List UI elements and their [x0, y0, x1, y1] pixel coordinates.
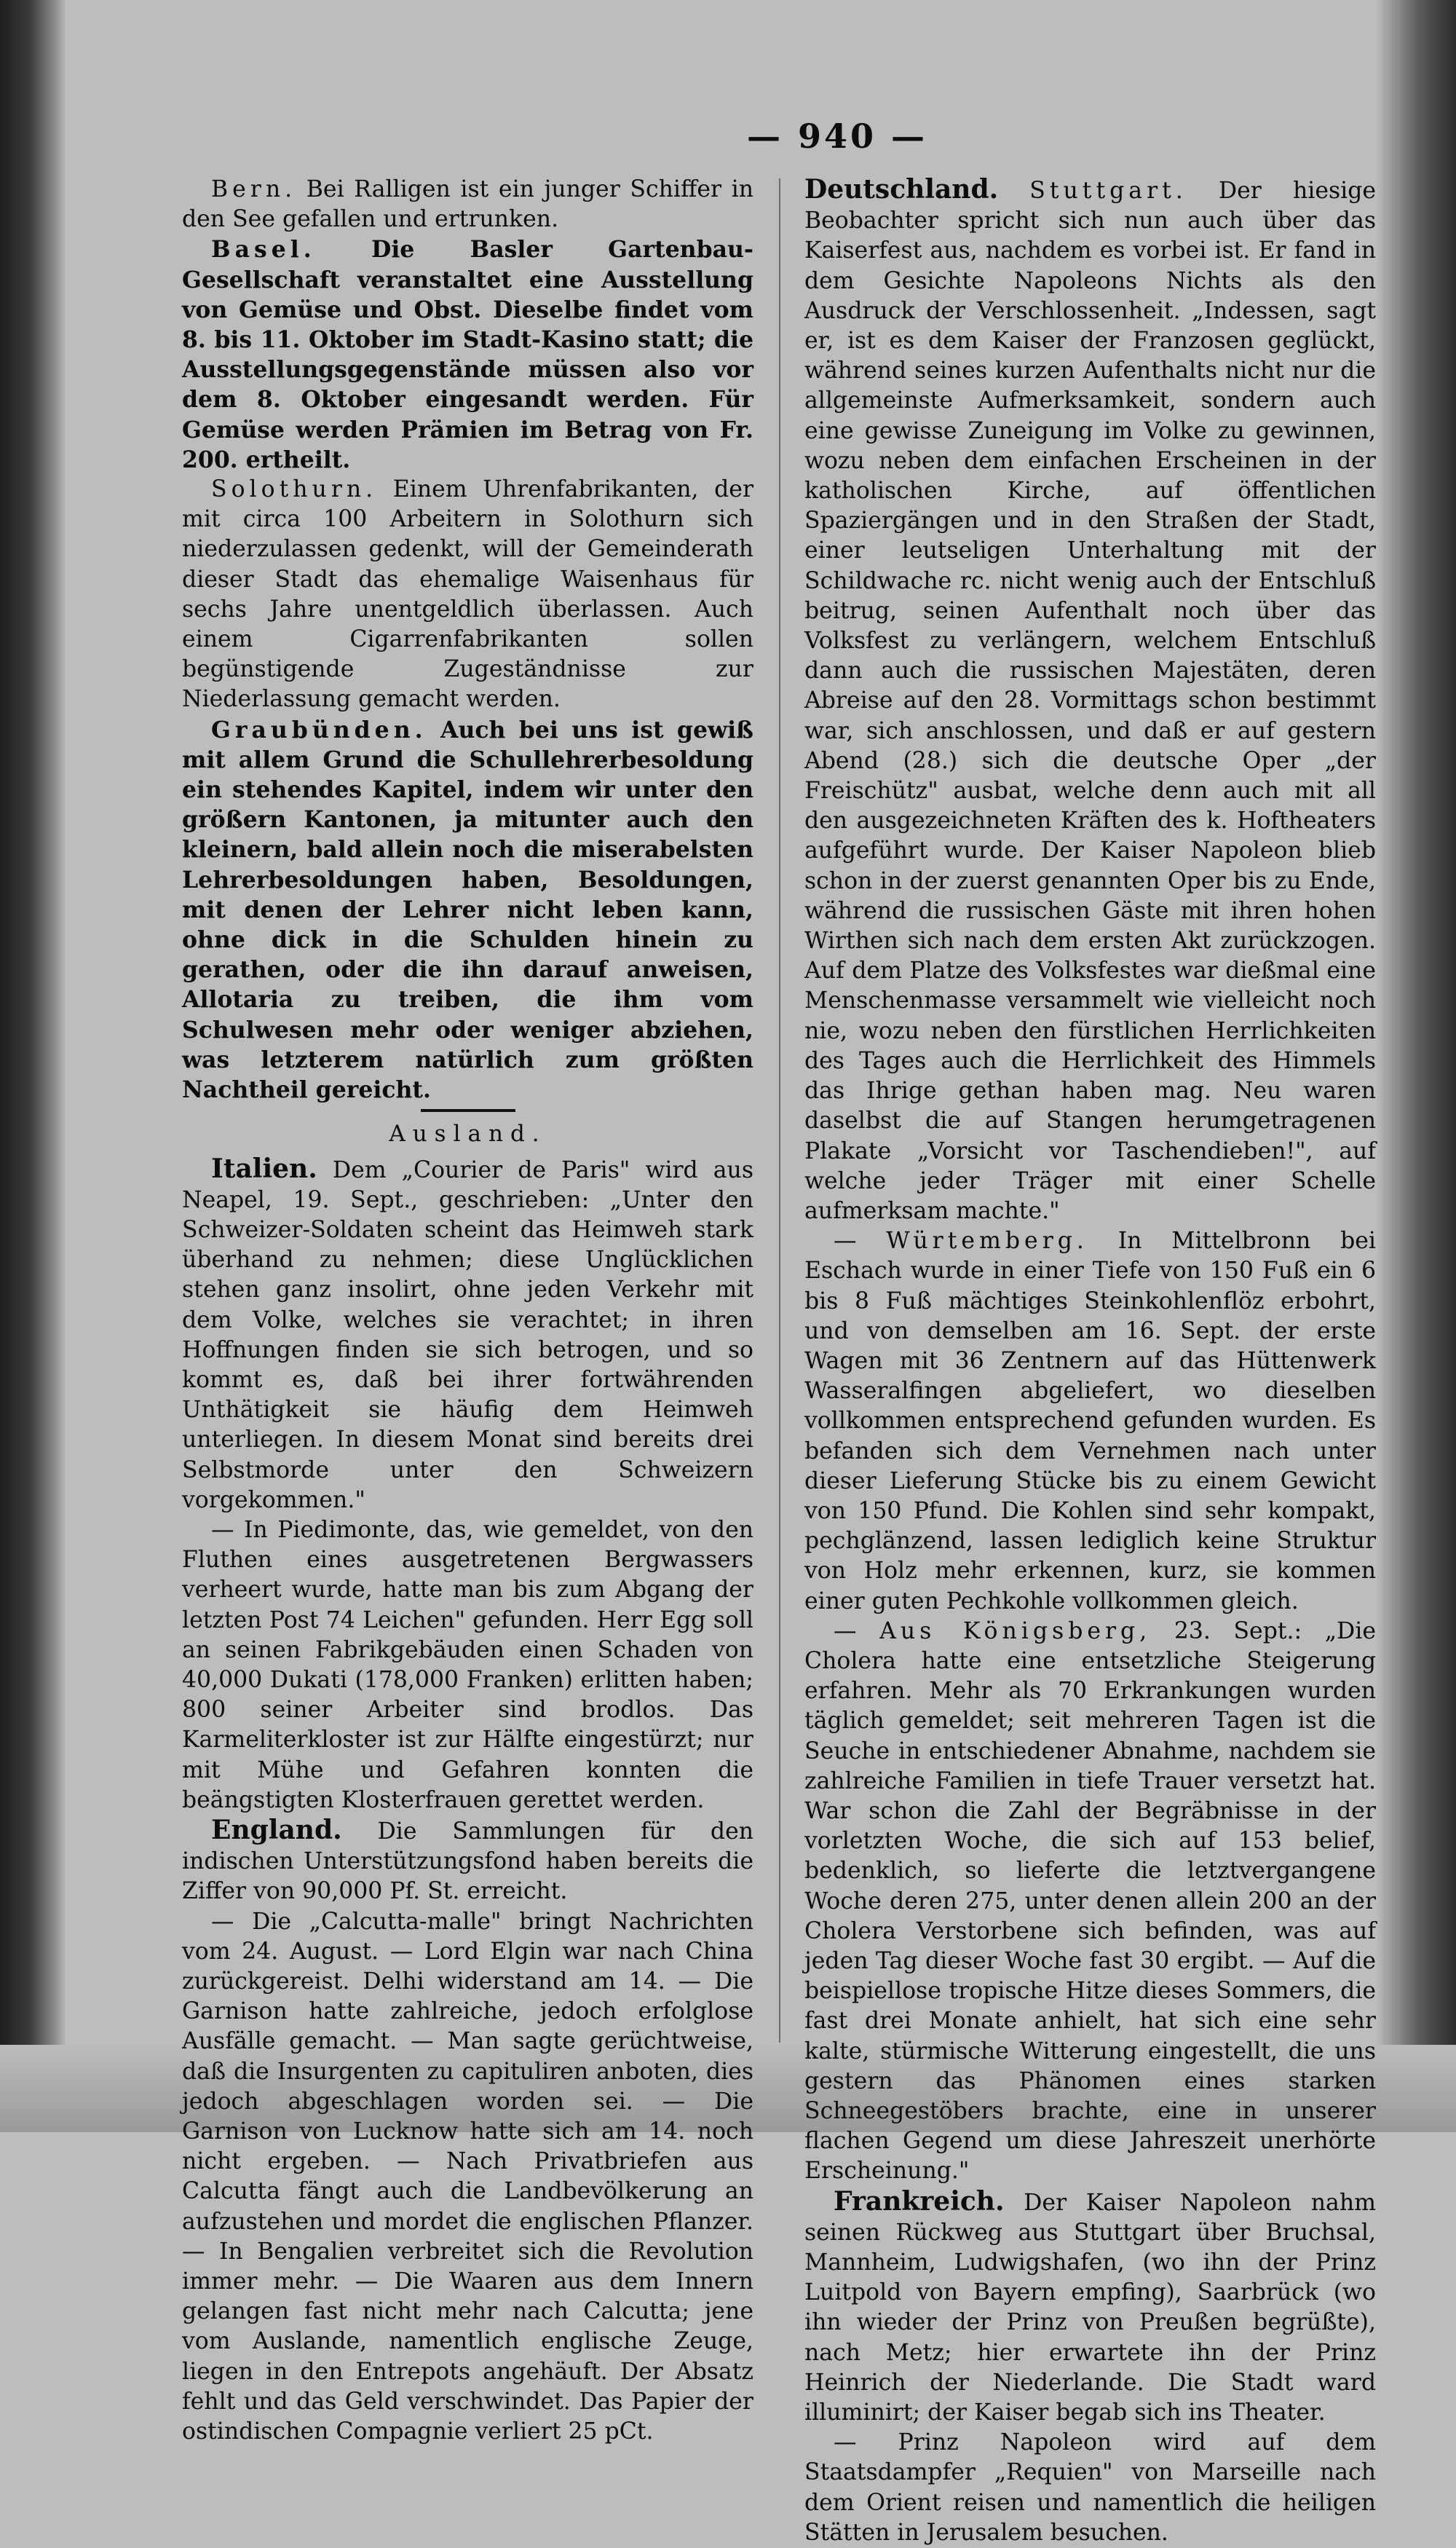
section-divider	[421, 1109, 515, 1112]
text-frankreich: Der Kaiser Napoleon nahm seinen Rückweg aus Stuttgart über Bruchsal, Mannheim, Ludwigshafen, (wo ihn der Prinz Luitpold von Bayern empfing), Saarbrück (wo ihn wieder der Prinz von Preußen begrüßte), nach Metz; hier erwartete ihn der Prinz Heinrich der Niederlande. Die Stadt ward illuminirt; der Kaiser begab sich ins Theater.	[804, 2189, 1376, 2426]
article-graubuenden	[182, 715, 753, 1105]
article-england	[182, 1815, 753, 1907]
place-graubuenden: Graubünden.	[211, 716, 427, 744]
article-solothurn	[182, 475, 753, 715]
place-solothurn: Solothurn.	[211, 476, 378, 503]
article-koenigsberg: — Aus Königsberg, 23. Sept.: „Die Cholera hatte eine entsetzliche Steigerung erfahren. Mehr als 70 Erkrankungen wurden täglich gemeldet; seit mehreren Tagen ist die Seuche in entschiedener Abnahme, nachdem sie zahlreiche Familien in tiefe Trauer versetzt hat. War schon die Zahl der Begräbnisse in der vorletzten Woche, die sich auf 153 belief, bedenklich, so lieferte die letztvergangene Woche deren 275, unter denen allein 200 an der Cholera Verstorbene sich befinden, was auf jeden Tag dieser Woche fast 30 ergibt. — Auf die beispiellose tropische Hitze dieses Sommers, die fast drei Monate anhielt, hat sich eine sehr kalte, stürmische Witterung eingestellt, die uns gestern das Phänomen eines starken Schneegestöbers brachte, eine in unserer flachen Gegend um diese Jahreszeit unerhörte Erscheinung."	[804, 1617, 1377, 2185]
article-frankreich-napoleon	[804, 2428, 1376, 2548]
left-column	[182, 175, 753, 2447]
text-italien-piedimonte: — In Piedimonte, das, wie gemeldet, von den Fluthen eines ausgetretenen Bergwassers verheert wurde, hatte man bis zum Abgang der letzten Post 74 Leichen" gefunden. Herr Egg soll an seinen Fabrikgebäuden einen Schaden von 40,000 Dukati (178,000 Franken) erlitten haben; 800 seiner Arbeiter sind brodlos. Das Karmeliterkloster ist zur Hälfte eingestürzt; nur mit Mühe und Gefahren konnten die beängstigten Klosterfrauen gerettet werden.	[182, 1516, 753, 1813]
text-wuertemberg: In Mittelbronn bei Eschach wurde in einer Tiefe von 150 Fuß ein 6 bis 8 Fuß mächtiges Steinkohlenflöz erbohrt, und von demselben am 16. Sept. der erste Wagen mit 36 Zentnern auf das Hüttenwerk Wasseralfingen abgeliefert, wo dieselben vollkommen entsprechend gefunden wurden. Es befanden sich dem Vernehmen nach unter dieser Lieferung Stücke bis zu einem Gewicht von 150 Pfund. Die Kohlen sind sehr kompakt, pechglänzend, lassen lediglich keine Struktur von Holz mehr erkennen, kurz, sie kommen einer guten Pechkohle vollkommen gleich.	[804, 1228, 1377, 1614]
text-england-calcutta: — Die „Calcutta-malle" bringt Nachrichten vom 24. August. — Lord Elgin war nach China zurückgereist. Delhi widerstand am 14. — Die Garnison hatte zahlreiche, jedoch erfolglose Ausfälle gemacht. — Man sagte gerüchtweise, daß die Insurgenten zu capituliren anboten, dies jedoch abgeschlagen worden sei. — Die Garnison von Lucknow hatte sich am 14. noch nicht ergeben. — Nach Privatbriefen aus Calcutta fängt auch die Landbevölkerung an aufzustehen und mordet die englischen Pflanzer. — In Bengalien verbreitet sich die Revolution immer mehr. — Die Waaren aus dem Innern gelangen fast nicht mehr nach Calcutta; jene vom Auslande, namentlich englische Zeuge, liegen in den Entrepots angehäuft. Der Absatz fehlt und das Geld verschwindet. Das Papier der ostindischen Compagnie verliert 25 pCt.	[182, 1908, 753, 2445]
article-wuertemberg: — Würtemberg. In Mittelbronn bei Eschach wurde in einer Tiefe von 150 Fuß ein 6 bis 8 Fuß mächtiges Steinkohlenflöz erbohrt, und von demselben am 16. Sept. der erste Wagen mit 36 Zentnern auf das Hüttenwerk Wasseralfingen abgeliefert, wo dieselben vollkommen entsprechend gefunden wurden. Es befanden sich dem Vernehmen nach unter dieser Lieferung Stücke bis zu einem Gewicht von 150 Pfund. Die Kohlen sind sehr kompakt, pechglänzend, lassen lediglich keine Struktur von Holz mehr erkennen, kurz, sie kommen einer guten Pechkohle vollkommen gleich.	[804, 1228, 1377, 1614]
place-stuttgart: Stuttgart.	[1029, 178, 1187, 204]
country-frankreich: Frankreich.	[834, 2185, 1005, 2217]
newspaper-page	[167, 117, 1377, 2546]
text-italien: Dem „Courier de Paris" wird aus Neapel, 19. Sept., geschrieben: „Unter den Schweizer-Soldaten scheint das Heimweh stark überhand zu nehmen; diese Unglücklichen stehen ganz insolirt, ohne jeden Verkehr mit dem Volke, welches sie verachtet; in ihren Hoffnungen finden sie sich betrogen, und so kommt es, daß bei ihrer fortwährenden Unthätigkeit sie häufig dem Heimweh unterliegen. In diesem Monat sind bereits drei Selbstmorde unter den Schweizern vorgekommen."	[182, 1156, 754, 1513]
article-italien-piedimonte	[182, 1515, 753, 1815]
date-koenigsberg: 23. Sept.:	[1174, 1617, 1302, 1644]
text-solothurn: Einem Uhrenfabrikanten, der mit circa 100 Arbeitern in Solothurn sich niederzulassen gedenkt, will der Gemeinderath dieser Stadt das ehemalige Waisenhaus für sechs Jahre unentgeldlich überlassen. Auch einem Cigarrenfabrikanten sollen begünstigende Zugeständnisse zur Niederlassung gemacht werden.	[182, 476, 753, 713]
scan-shadow-right	[1376, 0, 1456, 2132]
text-england: Die Sammlungen für den indischen Unterstützungsfond haben bereits die Ziffer von 90,000 Pf. St. erreicht.	[182, 1818, 753, 1905]
page-number: — 940 —	[746, 117, 928, 156]
place-basel: Basel.	[211, 236, 316, 264]
article-deutschland	[804, 175, 1376, 1226]
country-deutschland: Deutschland.	[804, 174, 999, 205]
article-basel	[182, 234, 753, 475]
article-bern	[182, 175, 753, 234]
country-england: England.	[211, 1814, 342, 1845]
country-italien: Italien.	[211, 1153, 317, 1184]
text-graubuenden: Auch bei uns ist gewiß mit allem Grund die Schullehrerbesoldung ein stehendes Kapitel, indem wir unter den größern Kantonen, ja mitunter auch den kleinern, bald allein noch die miserabelsten Lehrerbesoldungen haben, Besoldungen, mit denen der Lehrer nicht leben kann, ohne dick in die Schulden hinein zu gerathen, oder die ihn darauf anweisen, Allotaria zu treiben, die ihm vom Schulwesen mehr oder weniger abziehen, was letzterem natürlich zum größten Nachtheil gereicht.	[182, 716, 753, 1104]
article-italien	[182, 1154, 753, 1515]
article-frankreich	[804, 2187, 1376, 2429]
text-bern: Bei Ralligen ist ein junger Schiffer in den See gefallen und ertrunken.	[182, 176, 754, 233]
place-bern: Bern.	[211, 176, 297, 202]
scan-shadow-left	[0, 0, 66, 2132]
text-koenigsberg: „Die Cholera hatte eine entsetzliche Steigerung erfahren. Mehr als 70 Erkrankungen wurden täglich gemeldet; seit mehreren Tagen ist die Seuche in entschiedener Abnahme, nachdem sie zahlreiche Familien in tiefe Trauer versetzt hat. War schon die Zahl der Begräbnisse in der vorletzten Woche, die sich auf 153 belief, bedenklich, so lieferte die letztvergangene Woche deren 275, unter denen allein 200 an der Cholera Verstorbene sich befinden, was auf jeden Tag dieser Woche fast 30 ergibt. — Auf die beispiellose tropische Hitze dieses Sommers, die fast drei Monate anhielt, hat sich eine sehr kalte, stürmische Witterung eingestellt, die uns gestern das Phänomen eines starken Schneegestöbers brachte, eine in unserer flachen Gegend um diese Jahreszeit unerhörte Erscheinung."	[804, 1617, 1377, 2185]
place-wuertemberg: Würtemberg.	[886, 1228, 1088, 1255]
text-basel: Die Basler Gartenbau-Gesellschaft veranstaltet eine Ausstellung von Gemüse und Obst. Dieselbe findet vom 8. bis 11. Oktober im Stadt-Kasino statt; die Ausstellungsgegenstände müssen also vor dem 8. Oktober eingesandt werden. Für Gemüse werden Prämien im Betrag von Fr. 200. ertheilt.	[182, 236, 753, 473]
text-deutschland: Der hiesige Beobachter spricht sich nun auch über das Kaiserfest aus, nachdem es vorbei ist. Er fand in dem Gesichte Napoleons Nichts als den Ausdruck der Verschlossenheit. „Indessen, sagt er, ist es dem Kaiser der Franzosen geglückt, während seines kurzen Aufenthalts nicht nur die allgemeinste Aufmerksamkeit, sondern auch eine gewisse Zuneigung im Volke zu gewinnen, wozu neben dem einfachen Erscheinen in der katholischen Kirche, auf öffentlichen Spaziergängen und in den Straßen der Stadt, einer leutseligen Unterhaltung mit der Schildwache rc. nicht wenig auch der Entschluß beitrug, seinen Aufenthalt noch über das Volksfest zu verlängern, welchem Entschluß dann auch die russischen Majestäten, deren Abreise auf den 28. Vormittags schon bestimmt war, sich anschlossen, und daß er auf gestern Abend (28.) sich die deutsche Oper „der Freischütz" ausbat, welche denn auch mit all den ausgezeichneten Kräften des k. Hoftheaters aufgeführt wurde. Der Kaiser Napoleon blieb schon in der zuerst genannten Oper bis zu Ende, während die russischen Gäste mit ihren hohen Wirthen sich nach dem ersten Akt zurückzogen. Auf dem Platze des Volksfestes war dießmal eine Menschenmasse versammelt wie vielleicht noch nie, wozu neben den fürstlichen Herrlichkeiten des Tages auch die Herrlichkeit des Himmels das Ihrige gethan haben mag. Neu waren daselbst die auf Stangen herumgetragenen Plakate „Vorsicht vor Taschendieben!", auf welche jeder Träger mit einer Schelle aufmerksam machte."	[804, 178, 1377, 1224]
right-column	[804, 175, 1376, 2548]
text-frankreich-napoleon: — Prinz Napoleon wird auf dem Staatsdampfer „Requien" von Marseille nach dem Orient reisen und namentlich die heiligen Stätten in Jerusalem besuchen.	[804, 2429, 1376, 2546]
place-koenigsberg: Aus Königsberg,	[879, 1617, 1152, 1644]
column-rule	[779, 178, 780, 2043]
article-england-calcutta	[182, 1907, 753, 2448]
section-title-ausland: Ausland.	[389, 1121, 547, 1148]
